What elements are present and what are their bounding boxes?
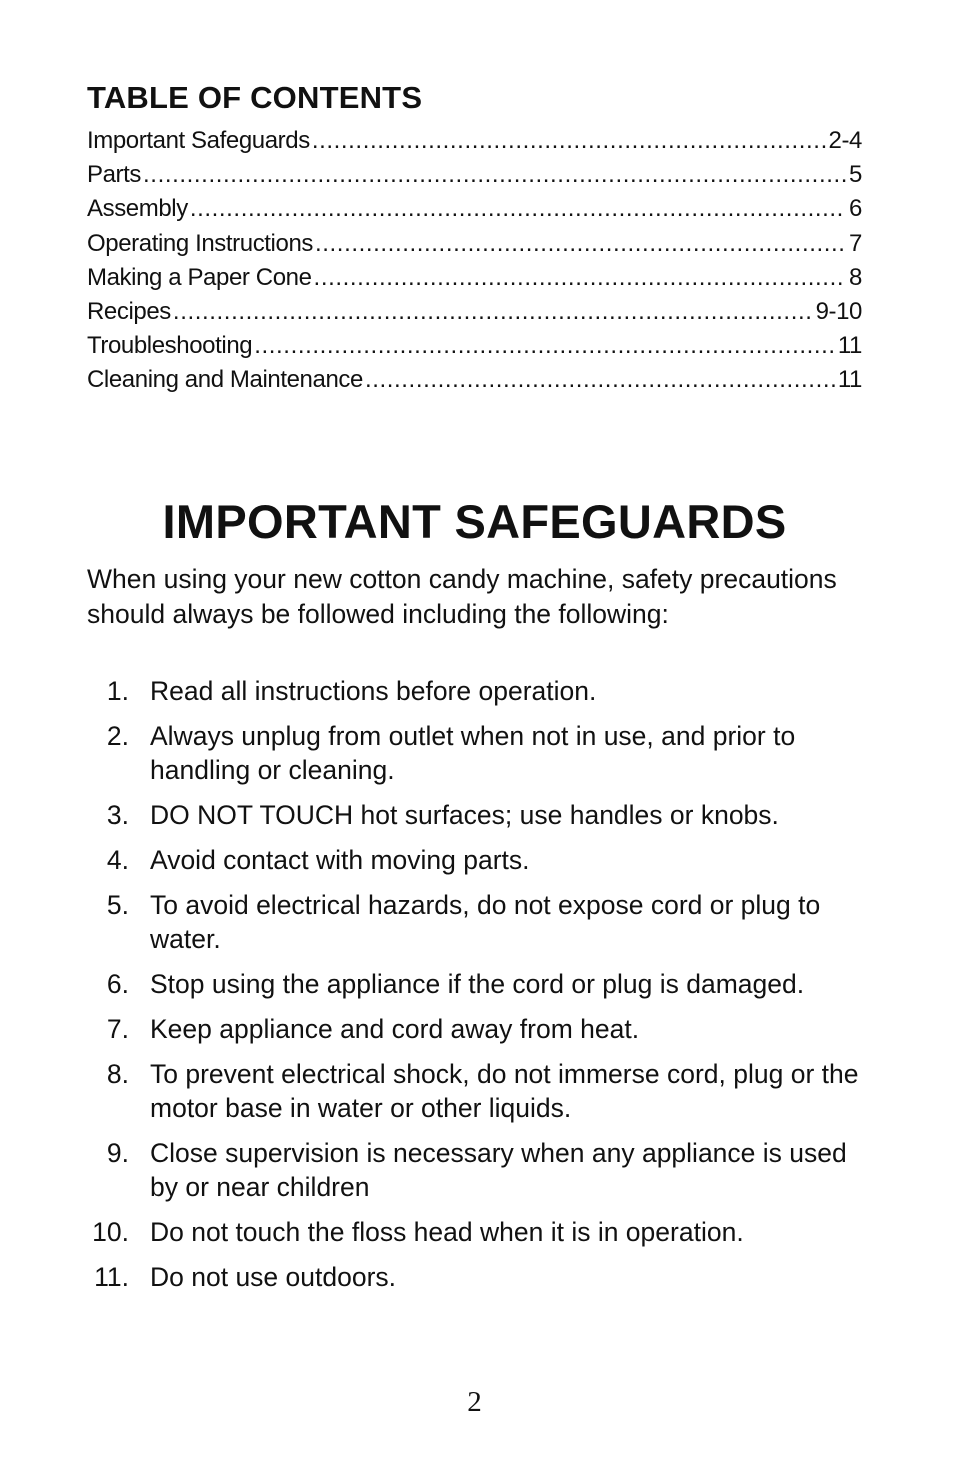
toc-list bbox=[87, 124, 862, 398]
toc-entry-page: 6 bbox=[849, 195, 862, 223]
safeguard-number: 9. bbox=[106, 1137, 129, 1168]
safeguard-item bbox=[87, 1136, 877, 1205]
safeguard-number: 11. bbox=[94, 1261, 129, 1292]
toc-entry bbox=[87, 363, 862, 397]
safeguard-number: 4. bbox=[106, 844, 129, 875]
safeguard-item bbox=[87, 1057, 877, 1126]
safeguard-text: Keep appliance and cord away from heat. bbox=[150, 1013, 640, 1044]
safeguard-number: 5. bbox=[106, 889, 129, 920]
safeguards-heading: IMPORTANT SAFEGUARDS bbox=[162, 495, 787, 548]
safeguard-number: 6. bbox=[106, 968, 129, 999]
toc-entry bbox=[87, 158, 862, 192]
toc-entry bbox=[87, 261, 862, 295]
page-number: 2 bbox=[467, 1386, 482, 1418]
safeguard-item bbox=[87, 798, 877, 833]
toc-entry-page: 11 bbox=[837, 332, 862, 360]
safeguard-item bbox=[87, 674, 877, 709]
toc-entry-label: Parts bbox=[87, 161, 142, 189]
safeguard-text: To avoid electrical hazards, do not expose cord or plug to water. bbox=[150, 889, 821, 955]
toc-entry bbox=[87, 329, 862, 363]
safeguard-item bbox=[87, 1012, 877, 1047]
toc-leader-dots bbox=[314, 261, 847, 295]
toc-leader-dots bbox=[190, 192, 846, 226]
toc-leader-dots bbox=[312, 124, 826, 158]
safeguard-text: Read all instructions before operation. bbox=[150, 676, 597, 706]
toc-entry-label: Assembly bbox=[87, 195, 188, 223]
safeguard-item bbox=[87, 719, 877, 788]
safeguard-text: Avoid contact with moving parts. bbox=[150, 844, 530, 875]
toc-entry-page: 2-4 bbox=[828, 127, 862, 154]
toc-leader-dots bbox=[173, 295, 813, 329]
safeguard-text: To prevent electrical shock, do not immerse cord, plug or the motor base in water or other liquids. bbox=[150, 1058, 859, 1124]
toc-entry-page: 11 bbox=[837, 366, 862, 394]
toc-leader-dots bbox=[254, 329, 835, 363]
toc-entry-page: 9-10 bbox=[815, 297, 862, 325]
safeguard-item bbox=[87, 967, 877, 1002]
toc-entry bbox=[87, 192, 862, 226]
safeguard-text: Do not touch the floss head when it is in operation. bbox=[150, 1217, 744, 1248]
safeguard-item bbox=[87, 1215, 877, 1250]
safeguard-number: 8. bbox=[106, 1058, 129, 1089]
toc-entry bbox=[87, 295, 862, 329]
safeguard-item bbox=[87, 843, 877, 878]
safeguard-item bbox=[87, 888, 877, 957]
toc-entry-label: Troubleshooting bbox=[87, 332, 253, 360]
safeguard-text: Do not use outdoors. bbox=[150, 1261, 397, 1292]
safeguard-number: 7. bbox=[106, 1013, 129, 1044]
toc-entry-page: 7 bbox=[849, 229, 862, 257]
safeguard-item bbox=[87, 1260, 877, 1295]
toc-entry-label: Making a Paper Cone bbox=[87, 263, 312, 291]
toc-title: TABLE OF CONTENTS bbox=[87, 80, 423, 115]
safeguard-number: 3. bbox=[106, 800, 129, 831]
safeguards-intro: When using your new cotton candy machine, safety precautions should always be followed including the following: bbox=[87, 564, 837, 629]
toc-entry bbox=[87, 124, 862, 158]
toc-entry-page: 5 bbox=[849, 161, 862, 189]
toc-entry bbox=[87, 227, 862, 261]
toc-leader-dots bbox=[315, 227, 846, 261]
safeguard-number: 2. bbox=[106, 720, 129, 751]
toc-entry-label: Recipes bbox=[87, 297, 171, 325]
safeguard-text: Always unplug from outlet when not in use, and prior to handling or cleaning. bbox=[150, 720, 796, 786]
toc-leader-dots bbox=[365, 363, 835, 397]
manual-page bbox=[87, 0, 862, 1475]
safeguard-number: 10. bbox=[92, 1217, 129, 1248]
safeguard-text: Stop using the appliance if the cord or plug is damaged. bbox=[150, 968, 805, 999]
safeguard-number: 1. bbox=[106, 676, 129, 706]
toc-entry-label: Cleaning and Maintenance bbox=[87, 366, 363, 394]
toc-leader-dots bbox=[143, 158, 846, 192]
safeguard-text: Close supervision is necessary when any appliance is used by or near children bbox=[150, 1137, 847, 1203]
toc-entry-label: Operating Instructions bbox=[87, 229, 313, 257]
toc-entry-label: Important Safeguards bbox=[87, 127, 310, 154]
toc-entry-page: 8 bbox=[849, 263, 862, 291]
safeguard-text: DO NOT TOUCH hot surfaces; use handles or knobs. bbox=[150, 800, 779, 831]
safeguards-list bbox=[87, 674, 877, 1305]
